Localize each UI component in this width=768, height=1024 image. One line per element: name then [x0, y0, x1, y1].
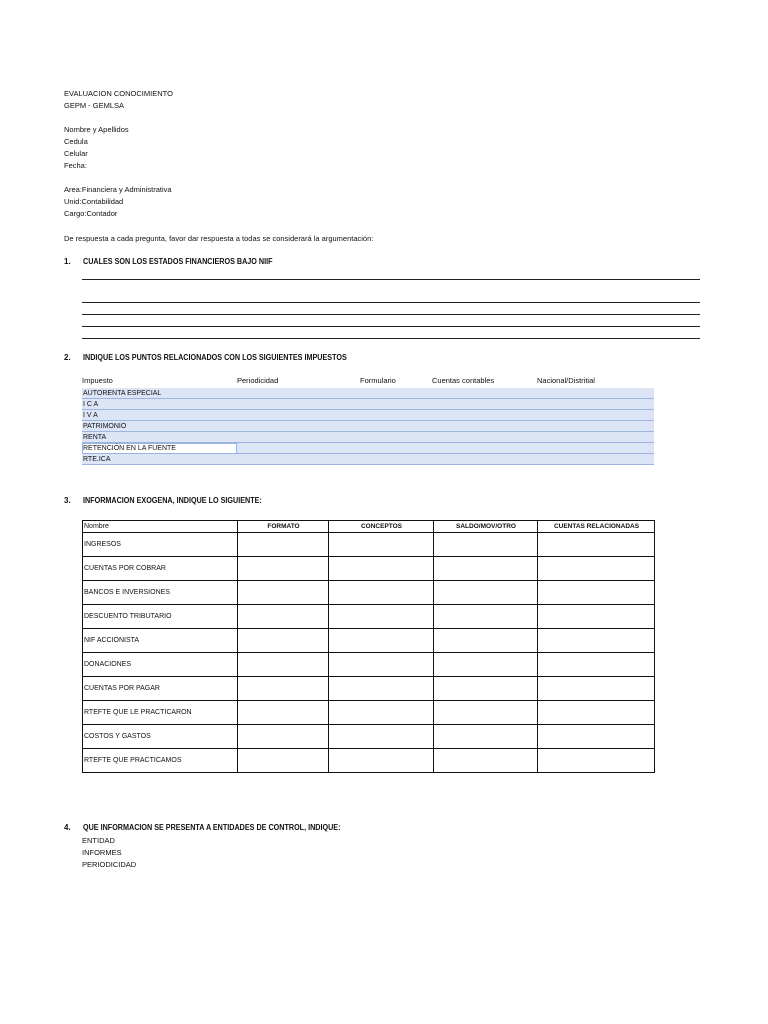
row-label: BANCOS E INVERSIONES: [83, 581, 238, 605]
question-number: 4.: [64, 823, 71, 832]
table-row[interactable]: [82, 399, 654, 410]
column-header: Nombre: [83, 521, 238, 533]
exogenous-table: [82, 520, 655, 773]
answer-cell[interactable]: [538, 749, 655, 773]
answer-cell[interactable]: [434, 701, 538, 725]
answer-cell[interactable]: [434, 677, 538, 701]
answer-cell[interactable]: [434, 629, 538, 653]
unit-label: Unid:Contabilidad: [64, 197, 124, 206]
area-label: Area:Financiera y Administrativa: [64, 185, 172, 194]
question-title: INFORMACION EXOGENA, INDIQUE LO SIGUIENTE:: [83, 496, 262, 505]
table-row[interactable]: [82, 410, 654, 421]
row-label: RTEFTE QUE PRACTICAMOS: [83, 749, 238, 773]
answer-cell[interactable]: [329, 653, 434, 677]
answer-cell[interactable]: [329, 581, 434, 605]
answer-lines[interactable]: [82, 279, 700, 339]
row-label: AUTORENTA ESPECIAL: [83, 390, 162, 397]
table-row[interactable]: [82, 421, 654, 432]
row-label: COSTOS Y GASTOS: [83, 725, 238, 749]
column-header: SALDO/MOV/OTRO: [434, 521, 538, 533]
answer-cell[interactable]: [329, 701, 434, 725]
column-header: Periodicidad: [237, 376, 279, 385]
table-row[interactable]: [82, 388, 654, 399]
table-row: [83, 653, 655, 677]
table-row[interactable]: [82, 454, 654, 465]
tax-table-header: [82, 376, 654, 388]
table-row: [83, 605, 655, 629]
answer-cell[interactable]: [238, 533, 329, 557]
answer-cell[interactable]: [434, 605, 538, 629]
table-row: [83, 581, 655, 605]
answer-cell[interactable]: [329, 677, 434, 701]
row-label: I C A: [83, 401, 99, 408]
answer-cell[interactable]: [238, 605, 329, 629]
control-entities-list: [82, 835, 136, 871]
answer-cell[interactable]: [329, 629, 434, 653]
answer-cell[interactable]: [238, 629, 329, 653]
question-number: 2.: [64, 353, 71, 362]
answer-cell[interactable]: [238, 677, 329, 701]
answer-cell[interactable]: [329, 557, 434, 581]
answer-cell[interactable]: [329, 725, 434, 749]
answer-cell[interactable]: [538, 677, 655, 701]
answer-cell[interactable]: [238, 725, 329, 749]
answer-line[interactable]: [82, 303, 700, 315]
question-number: 1.: [64, 257, 71, 266]
row-label: RETENCIÓN EN LA FUENTE: [83, 445, 176, 452]
answer-cell[interactable]: [434, 581, 538, 605]
list-item: ENTIDAD: [82, 836, 115, 845]
row-label: RENTA: [83, 434, 107, 441]
row-label: CUENTAS POR PAGAR: [83, 677, 238, 701]
answer-cell[interactable]: [329, 605, 434, 629]
question-title: QUE INFORMACION SE PRESENTA A ENTIDADES DE CONTROL, INDIQUE:: [83, 823, 341, 832]
answer-cell[interactable]: [538, 701, 655, 725]
answer-cell[interactable]: [238, 581, 329, 605]
row-label: RTEFTE QUE LE PRACTICARON: [83, 701, 238, 725]
answer-cell[interactable]: [434, 557, 538, 581]
column-header: Cuentas contables: [432, 376, 495, 385]
question-title: INDIQUE LOS PUNTOS RELACIONADOS CON LOS SIGUIENTES IMPUESTOS: [83, 353, 347, 362]
answer-cell[interactable]: [434, 653, 538, 677]
answer-cell[interactable]: [434, 725, 538, 749]
answer-cell[interactable]: [538, 581, 655, 605]
answer-cell[interactable]: [538, 725, 655, 749]
column-header: Impuesto: [82, 376, 113, 385]
row-label: CUENTAS POR COBRAR: [83, 557, 238, 581]
row-label: INGRESOS: [83, 533, 238, 557]
answer-cell[interactable]: [238, 701, 329, 725]
row-label: PATRIMONIO: [83, 423, 127, 430]
question-3: [64, 495, 282, 507]
table-row: [83, 533, 655, 557]
list-item: PERIODICIDAD: [82, 860, 137, 869]
question-title: CUALES SON LOS ESTADOS FINANCIEROS BAJO NIIF: [83, 257, 273, 266]
answer-line[interactable]: [82, 279, 700, 280]
column-header: CONCEPTOS: [329, 521, 434, 533]
tax-table: [82, 388, 654, 465]
question-4: [64, 822, 369, 834]
answer-cell[interactable]: [538, 629, 655, 653]
table-row: [83, 749, 655, 773]
document-title: EVALUACION CONOCIMIENTO: [64, 89, 173, 98]
row-label: I V A: [83, 412, 98, 419]
question-number: 3.: [64, 496, 71, 505]
row-label: DESCUENTO TRIBUTARIO: [83, 605, 238, 629]
answer-cell[interactable]: [538, 557, 655, 581]
field-phone: Celular: [64, 149, 88, 158]
answer-cell[interactable]: [538, 653, 655, 677]
field-id: Cedula: [64, 137, 88, 146]
organization: GEPM - GEMLSA: [64, 101, 125, 110]
field-name: Nombre y Apellidos: [64, 125, 129, 134]
table-row: [83, 629, 655, 653]
answer-cell[interactable]: [238, 749, 329, 773]
answer-cell[interactable]: [238, 557, 329, 581]
question-1: [64, 256, 294, 268]
row-label: NIF ACCIONISTA: [83, 629, 238, 653]
table-row: [83, 725, 655, 749]
table-row: [83, 701, 655, 725]
field-date: Fecha:: [64, 161, 87, 170]
answer-line[interactable]: [82, 327, 700, 339]
answer-cell[interactable]: [538, 533, 655, 557]
row-label: RTE.ICA: [83, 456, 111, 463]
column-header: FORMATO: [238, 521, 329, 533]
column-header: CUENTAS RELACIONADAS: [538, 521, 655, 533]
answer-cell[interactable]: [238, 653, 329, 677]
answer-line[interactable]: [82, 315, 700, 327]
answer-cell[interactable]: [434, 533, 538, 557]
row-label: DONACIONES: [83, 653, 238, 677]
instructions: De respuesta a cada pregunta, favor dar respuesta a todas se considerará la argumentación:: [64, 234, 374, 243]
column-header: Nacional/Distritial: [537, 376, 595, 385]
answer-cell[interactable]: [329, 533, 434, 557]
table-row: [83, 557, 655, 581]
column-header: Formulario: [360, 376, 396, 385]
table-row: [83, 677, 655, 701]
table-row[interactable]: [82, 432, 654, 443]
answer-cell[interactable]: [434, 749, 538, 773]
table-header-row: [83, 521, 655, 533]
list-item: INFORMES: [82, 848, 122, 857]
answer-cell[interactable]: [538, 605, 655, 629]
question-2: [64, 352, 376, 364]
role-label: Cargo:Contador: [64, 209, 118, 218]
answer-cell[interactable]: [329, 749, 434, 773]
answer-line[interactable]: [82, 291, 700, 303]
table-row[interactable]: [82, 443, 654, 454]
